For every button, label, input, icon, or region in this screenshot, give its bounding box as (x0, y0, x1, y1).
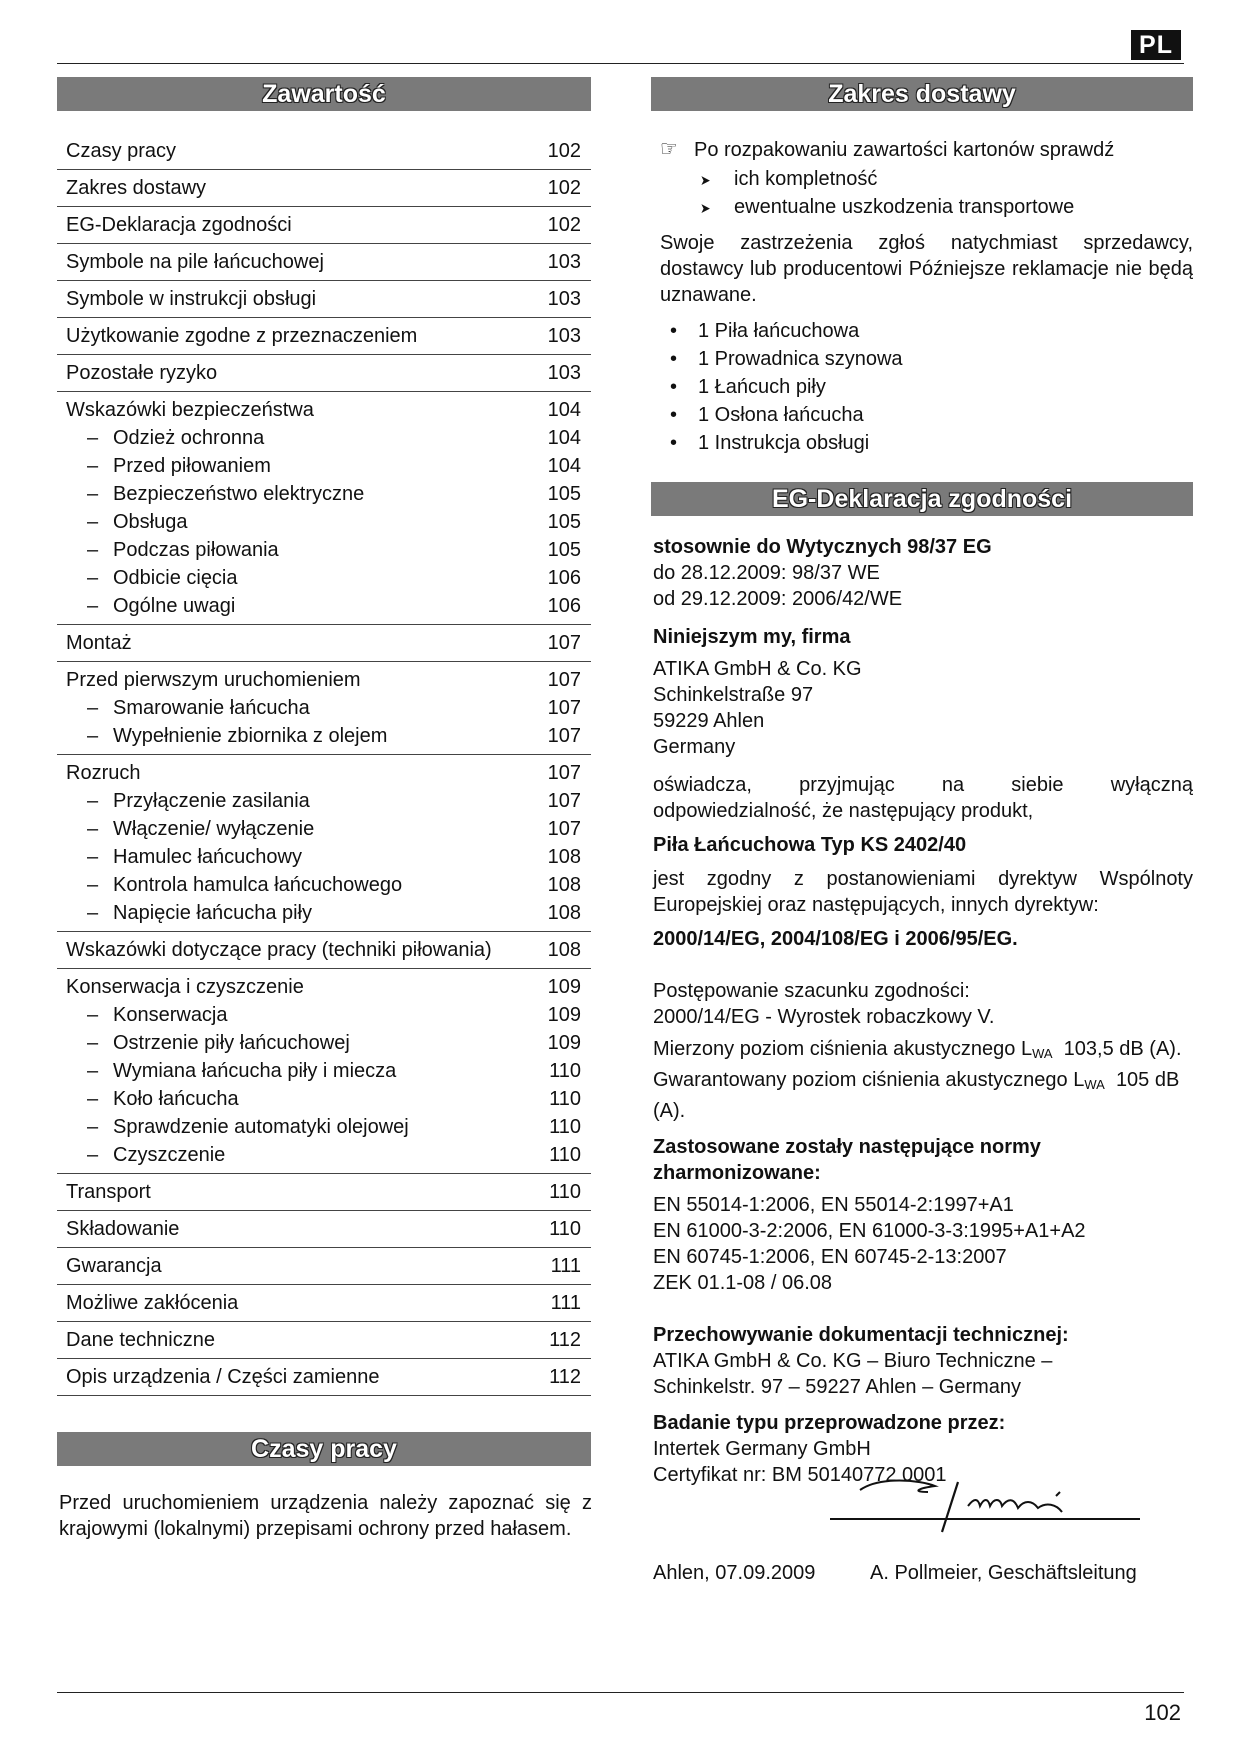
toc-entry-page: 110 (549, 1218, 581, 1240)
toc-subentry-label: Odzież ochronna (113, 427, 265, 449)
toc-subentry-label: Sprawdzenie automatyki olejowej (113, 1116, 409, 1138)
toc-subentry (57, 424, 591, 452)
toc-group (57, 318, 591, 355)
delivery-check-list (660, 166, 1193, 222)
dash-marker: – (87, 539, 99, 561)
guaranteed-noise-label: Gwarantowany poziom ciśnienia akustycznego L (653, 1069, 1085, 1091)
toc-entry (57, 629, 591, 657)
toc-group (57, 1174, 591, 1211)
toc-entry (57, 1326, 591, 1354)
dash-marker: – (87, 902, 99, 924)
toc-group (57, 355, 591, 392)
declaration-header: EG-Deklaracja zgodności (651, 482, 1193, 516)
bullet-icon: • (670, 320, 678, 342)
toc-entry (57, 285, 591, 313)
toc-group (57, 133, 591, 170)
toc-group (57, 281, 591, 318)
dash-marker: – (87, 725, 99, 747)
toc-entry-label: Opis urządzenia / Części zamienne (66, 1366, 380, 1388)
product-name: Piła Łańcuchowa Typ KS 2402/40 (653, 834, 967, 856)
delivery-section (660, 136, 1193, 458)
delivery-item (660, 374, 1193, 402)
toc-subentry-label: Odbicie cięcia (113, 567, 238, 589)
toc-subentry-label: Koło łańcucha (113, 1088, 239, 1110)
toc-subentry-label: Wypełnienie zbiornika z olejem (113, 725, 388, 747)
toc-subentry-label: Ogólne uwagi (113, 595, 236, 617)
toc-subentry (57, 592, 591, 620)
dash-marker: – (87, 595, 99, 617)
toc-entry-page: 111 (550, 1292, 581, 1314)
toc-group (57, 1285, 591, 1322)
directives-list: 2000/14/EG, 2004/108/EG i 2006/95/EG. (653, 928, 1018, 950)
toc-subentry-label: Podczas piłowania (113, 539, 279, 561)
measured-noise-line (653, 1036, 1193, 1067)
toc-subentry (57, 1085, 591, 1113)
toc-entry (57, 936, 591, 964)
check-list-item (660, 194, 1193, 222)
toc-subentry-page: 109 (547, 1004, 581, 1026)
toc-subentry-label: Kontrola hamulca łańcuchowego (113, 874, 403, 896)
company-heading: Niniejszym my, firma (653, 626, 851, 648)
company-line: 59229 Ahlen (653, 710, 765, 732)
toc-entry (57, 1289, 591, 1317)
dash-marker: – (87, 1004, 99, 1026)
toc-subentry-label: Przyłączenie zasilania (113, 790, 310, 812)
toc-group (57, 1248, 591, 1285)
toc-subentry-page: 105 (547, 539, 581, 561)
delivery-item (660, 430, 1193, 458)
storage-heading: Przechowywanie dokumentacji technicznej: (653, 1324, 1069, 1346)
toc-entry-page: 107 (547, 669, 581, 691)
toc-entry-page: 112 (549, 1366, 581, 1388)
toc-subentry (57, 787, 591, 815)
delivery-intro: Po rozpakowaniu zawartości kartonów sprawdź (694, 139, 1115, 161)
toc-subentry (57, 1141, 591, 1169)
working-times-text: Przed uruchomieniem urządzenia należy zapoznać się z krajowymi (lokalnymi) przepisami ochrony przed hałasem. (59, 1492, 592, 1540)
dash-marker: – (87, 874, 99, 896)
toc-entry-page: 108 (547, 939, 581, 961)
dash-marker: – (87, 697, 99, 719)
toc-entry-label: Przed pierwszym uruchomieniem (66, 669, 361, 691)
measured-noise-value: 103,5 dB (A). (1063, 1038, 1182, 1060)
toc-group (57, 625, 591, 662)
guaranteed-noise-line (653, 1067, 1193, 1124)
toc-subentry-label: Konserwacja (113, 1004, 228, 1026)
page-number: 102 (1144, 1700, 1181, 1725)
toc-group (57, 932, 591, 969)
toc-subentry (57, 843, 591, 871)
toc-subentry-page: 104 (547, 427, 581, 449)
norms-heading: Zastosowane zostały następujące normy zharmonizowane: (653, 1136, 1041, 1184)
toc-group (57, 1211, 591, 1248)
toc-subentry (57, 1057, 591, 1085)
norm-line: ZEK 01.1-08 / 06.08 (653, 1272, 833, 1294)
toc-entry-page: 103 (547, 362, 581, 384)
toc-entry-label: Transport (66, 1181, 151, 1203)
toc-subentry-page: 105 (547, 483, 581, 505)
toc-group (57, 755, 591, 932)
test-line: Intertek Germany GmbH (653, 1438, 871, 1460)
toc-subentry-label: Wymiana łańcucha piły i miecza (113, 1060, 397, 1082)
toc-entry-label: Symbole na pile łańcuchowej (66, 251, 324, 273)
procedure-line: Postępowanie szacunku zgodności: (653, 980, 970, 1002)
guaranteed-noise-value: 105 dB (A). (653, 1069, 1180, 1122)
toc-subentry-page: 108 (547, 902, 581, 924)
delivery-item (660, 346, 1193, 374)
toc-subentry-page: 107 (547, 790, 581, 812)
signatory-name: A. Pollmeier, Geschäftsleitung (870, 1562, 1137, 1584)
toc-entry-label: Wskazówki bezpieczeństwa (66, 399, 314, 421)
toc-subentry (57, 564, 591, 592)
toc-subentry-page: 110 (549, 1116, 581, 1138)
company-line: Germany (653, 736, 736, 758)
toc-group (57, 244, 591, 281)
toc-subentry-page: 110 (549, 1144, 581, 1166)
toc-entry-page: 102 (547, 140, 581, 162)
toc-entry-label: Gwarancja (66, 1255, 162, 1277)
toc-entry-label: Czasy pracy (66, 140, 177, 162)
delivery-header: Zakres dostawy (651, 77, 1193, 111)
toc-entry (57, 1215, 591, 1243)
delivery-item (660, 318, 1193, 346)
toc-subentry-page: 107 (547, 697, 581, 719)
dash-marker: – (87, 427, 99, 449)
toc-entry-label: Użytkowanie zgodne z przeznaczeniem (66, 325, 418, 347)
dash-marker: – (87, 1144, 99, 1166)
bullet-icon: • (670, 376, 678, 398)
toc-entry (57, 973, 591, 1001)
toc-entry-page: 102 (547, 177, 581, 199)
directive-line: od 29.12.2009: 2006/42/WE (653, 588, 903, 610)
toc-subentry (57, 1029, 591, 1057)
dash-marker: – (87, 1060, 99, 1082)
company-line: ATIKA GmbH & Co. KG (653, 658, 862, 680)
toc-entry-page: 103 (547, 325, 581, 347)
toc-subentry (57, 508, 591, 536)
toc-entry (57, 1363, 591, 1391)
arrow-bullet-icon: ➤ (700, 172, 711, 188)
toc-group (57, 969, 591, 1174)
storage-line: ATIKA GmbH & Co. KG – Biuro Techniczne – (653, 1350, 1053, 1372)
toc-entry (57, 666, 591, 694)
toc-subentry (57, 536, 591, 564)
toc-subentry-label: Ostrzenie piły łańcuchowej (113, 1032, 350, 1054)
toc-subentry-page: 106 (547, 567, 581, 589)
toc-entry (57, 174, 591, 202)
delivery-item-label: 1 Prowadnica szynowa (698, 348, 903, 370)
dash-marker: – (87, 511, 99, 533)
toc-subentry-label: Smarowanie łańcucha (113, 697, 310, 719)
toc-subentry (57, 1113, 591, 1141)
norm-line: EN 55014-1:2006, EN 55014-2:1997+A1 (653, 1194, 1014, 1216)
dash-marker: – (87, 567, 99, 589)
toc-entry-label: Składowanie (66, 1218, 180, 1240)
dash-marker: – (87, 455, 99, 477)
toc-entry-page: 103 (547, 288, 581, 310)
compliance-text: jest zgodny z postanowieniami dyrektyw Wspólnoty Europejskiej oraz następujących, innych dyrektyw: (653, 868, 1193, 916)
norm-line: EN 61000-3-2:2006, EN 61000-3-3:1995+A1+A2 (653, 1220, 1086, 1242)
toc-entry (57, 359, 591, 387)
delivery-item-label: 1 Instrukcja obsługi (698, 432, 870, 454)
toc-group (57, 662, 591, 755)
toc-entry-label: Możliwe zakłócenia (66, 1292, 239, 1314)
toc-entry-page: 102 (547, 214, 581, 236)
bullet-icon: • (670, 432, 678, 454)
toc-entry-page: 110 (549, 1181, 581, 1203)
toc-subentry-label: Bezpieczeństwo elektryczne (113, 483, 365, 505)
toc-group (57, 392, 591, 625)
toc-entry-page: 107 (547, 762, 581, 784)
toc-entry-label: Montaż (66, 632, 132, 654)
toc-subentry-label: Czyszczenie (113, 1144, 226, 1166)
dash-marker: – (87, 790, 99, 812)
toc-subentry (57, 899, 591, 927)
delivery-item-label: 1 Piła łańcuchowa (698, 320, 860, 342)
toc-entry (57, 211, 591, 239)
toc-group (57, 170, 591, 207)
arrow-bullet-icon: ➤ (700, 200, 711, 216)
toc-subentry-page: 108 (547, 846, 581, 868)
toc-entry (57, 1252, 591, 1280)
toc-subentry-page: 108 (547, 874, 581, 896)
toc-entry-page: 111 (550, 1255, 581, 1277)
check-list-item-label: ewentualne uszkodzenia transportowe (734, 196, 1075, 218)
language-badge: PL (1131, 30, 1181, 60)
dash-marker: – (87, 846, 99, 868)
toc-group (57, 1359, 591, 1396)
signature-image (850, 1468, 1110, 1536)
toc-entry (57, 248, 591, 276)
check-list-item-label: ich kompletność (734, 168, 878, 190)
toc-subentry (57, 815, 591, 843)
toc-entry (57, 322, 591, 350)
bullet-icon: • (670, 404, 678, 426)
test-line: Certyfikat nr: BM 50140772 0001 (653, 1464, 947, 1486)
toc-entry-label: Konserwacja i czyszczenie (66, 976, 304, 998)
working-times-header: Czasy pracy (57, 1432, 591, 1466)
toc-subentry (57, 694, 591, 722)
guaranteed-noise-subscript: WA (1084, 1077, 1105, 1092)
toc-subentry (57, 1001, 591, 1029)
toc-subentry-page: 106 (547, 595, 581, 617)
delivery-item (660, 402, 1193, 430)
contents-header: Zawartość (57, 77, 591, 111)
dash-marker: – (87, 1032, 99, 1054)
toc-subentry (57, 871, 591, 899)
bullet-icon: • (670, 348, 678, 370)
toc-entry-page: 107 (547, 632, 581, 654)
toc-entry (57, 759, 591, 787)
toc-entry-page: 112 (549, 1329, 581, 1351)
toc-subentry (57, 452, 591, 480)
table-of-contents (57, 133, 591, 1396)
procedure-line: 2000/14/EG - Wyrostek robaczkowy V. (653, 1006, 995, 1028)
signature-line (830, 1518, 1140, 1520)
toc-subentry-page: 105 (547, 511, 581, 533)
toc-entry-label: Pozostałe ryzyko (66, 362, 218, 384)
toc-entry-label: Dane techniczne (66, 1329, 215, 1351)
norm-line: EN 60745-1:2006, EN 60745-2-13:2007 (653, 1246, 1007, 1268)
bottom-rule (57, 1692, 1184, 1693)
toc-entry-label: EG-Deklaracja zgodności (66, 214, 292, 236)
toc-subentry-page: 110 (549, 1088, 581, 1110)
dash-marker: – (87, 483, 99, 505)
toc-entry (57, 1178, 591, 1206)
measured-noise-label: Mierzony poziom ciśnienia akustycznego L (653, 1038, 1033, 1060)
toc-subentry-page: 107 (547, 818, 581, 840)
dash-marker: – (87, 818, 99, 840)
top-rule (57, 63, 1184, 64)
toc-subentry-page: 104 (547, 455, 581, 477)
dash-marker: – (87, 1116, 99, 1138)
toc-entry (57, 396, 591, 424)
toc-subentry-page: 110 (549, 1060, 581, 1082)
toc-subentry-label: Przed piłowaniem (113, 455, 271, 477)
directive-heading: stosownie do Wytycznych 98/37 EG (653, 536, 992, 558)
test-heading: Badanie typu przeprowadzone przez: (653, 1412, 1006, 1434)
toc-entry-label: Rozruch (66, 762, 141, 784)
toc-entry-label: Zakres dostawy (66, 177, 207, 199)
dash-marker: – (87, 1088, 99, 1110)
toc-entry-label: Symbole w instrukcji obsługi (66, 288, 317, 310)
toc-subentry (57, 722, 591, 750)
toc-subentry-label: Obsługa (113, 511, 188, 533)
measured-noise-subscript: WA (1032, 1046, 1053, 1061)
company-line: Schinkelstraße 97 (653, 684, 814, 706)
declaration-section (653, 534, 1193, 1488)
toc-entry-page: 104 (547, 399, 581, 421)
delivery-item-label: 1 Łańcuch piły (698, 376, 826, 398)
delivery-note: Swoje zastrzeżenia zgłoś natychmiast sprzedawcy, dostawcy lub producentowi Późniejsze reklamacje nie będą uznawane. (660, 232, 1193, 306)
check-list-item (660, 166, 1193, 194)
directive-line: do 28.12.2009: 98/37 WE (653, 562, 880, 584)
toc-subentry-label: Hamulec łańcuchowy (113, 846, 302, 868)
statement-text: oświadcza, przyjmując na siebie wyłączną odpowiedzialność, że następujący produkt, (653, 774, 1193, 822)
delivery-item-label: 1 Osłona łańcucha (698, 404, 864, 426)
toc-entry (57, 137, 591, 165)
toc-entry-page: 109 (547, 976, 581, 998)
toc-group (57, 1322, 591, 1359)
toc-entry-page: 103 (547, 251, 581, 273)
toc-group (57, 207, 591, 244)
toc-subentry-label: Napięcie łańcucha piły (113, 902, 313, 924)
toc-entry-label: Wskazówki dotyczące pracy (techniki piłowania) (66, 939, 492, 961)
toc-subentry (57, 480, 591, 508)
pointing-hand-icon: ☞ (660, 136, 678, 161)
storage-line: Schinkelstr. 97 – 59227 Ahlen – Germany (653, 1376, 1022, 1398)
delivery-item-list (660, 318, 1193, 458)
place-date: Ahlen, 07.09.2009 (653, 1562, 816, 1584)
toc-subentry-page: 107 (547, 725, 581, 747)
toc-subentry-page: 109 (547, 1032, 581, 1054)
toc-subentry-label: Włączenie/ wyłączenie (113, 818, 315, 840)
